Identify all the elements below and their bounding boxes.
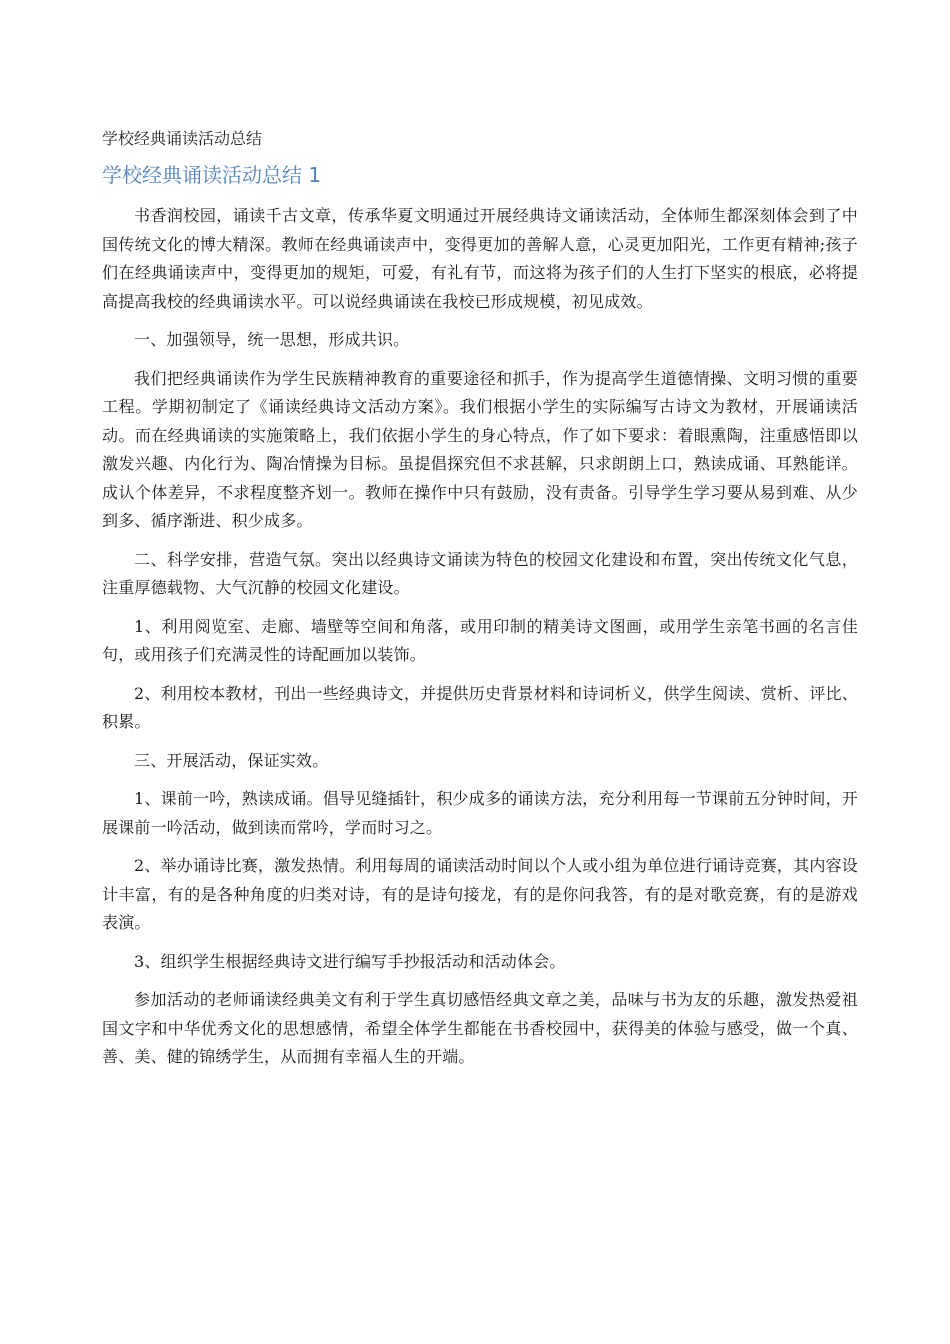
paragraph-section-1-body: 我们把经典诵读作为学生民族精神教育的重要途径和抓手，作为提高学生道德情操、文明习惯的重要工程。学期初制定了《诵读经典诗文活动方案》。我们根据小学生的实际编写古诗文为教材，开展诵读活动。而在经典诵读的实施策略上，我们依据小学生的身心特点，作了如下要求：着眼熏陶，注重感悟即以激发兴趣、内化行为、陶冶情操为目标。虽提倡探究但不求甚解，只求朗朗上口，熟读成诵、耳熟能详。成认个体差异，不求程度整齐划一。教师在操作中只有鼓励，没有责备。引导学生学习要从易到难、从少到多、循序渐进、积少成多。 [102, 368, 858, 530]
paragraph-conclusion: 参加活动的老师诵读经典美文有利于学生真切感悟经典文章之美，品味与书为友的乐趣，激发热爱祖国文字和中华优秀文化的思想感情，希望全体学生都能在书香校园中，获得美的体验与感受，做一个真、善、美、健的锦绣学生，从而拥有幸福人生的开端。 [102, 990, 858, 1066]
paragraph-intro: 书香润校园，诵读千古文章，传承华夏文明通过开展经典诗文诵读活动，全体师生都深刻体会到了中国传统文化的博大精深。教师在经典诵读声中，变得更加的善解人意，心灵更加阳光，工作更有精神;孩子们在经典诵读声中，变得更加的规矩，可爱，有礼有节，而这将为孩子们的人生打下坚实的根底，必将提高提高我校的经典诵读水平。可以说经典诵读在我校已形成规模，初见成效。 [102, 206, 858, 311]
section-heading: 学校经典诵读活动总结 1 [102, 163, 322, 187]
paragraph-section-3-title: 三、开展活动，保证实效。 [134, 750, 329, 770]
paragraph-section-2-item-1: 1、利用阅览室、走廊、墙壁等空间和角落，或用印制的精美诗文图画，或用学生亲笔书画的名言佳句，或用孩子们充满灵性的诗配画加以装饰。 [102, 616, 858, 664]
paragraph-section-2-item-2: 2、利用校本教材，刊出一些经典诗文，并提供历史背景材料和诗词析义，供学生阅读、赏析、评比、积累。 [102, 683, 858, 731]
paragraph-section-2-title: 二、科学安排，营造气氛。突出以经典诗文诵读为特色的校园文化建设和布置，突出传统文化气息，注重厚德载物、大气沉静的校园文化建设。 [102, 549, 858, 597]
document-title: 学校经典诵读活动总结 [102, 129, 263, 148]
paragraph-section-3-item-3: 3、组织学生根据经典诗文进行编写手抄报活动和活动体会。 [134, 951, 566, 971]
paragraph-section-1-title: 一、加强领导，统一思想，形成共识。 [134, 330, 410, 349]
paragraph-section-3-item-1: 1、课前一吟，熟读成诵。倡导见缝插针，积少成多的诵读方法，充分利用每一节课前五分钟时间，开展课前一吟活动，做到读而常吟，学而时习之。 [102, 789, 858, 837]
paragraph-section-3-item-2: 2、举办诵诗比赛，激发热情。利用每周的诵读活动时间以个人或小组为单位进行诵诗竞赛，其内容设计丰富，有的是各种角度的归类对诗，有的是诗句接龙，有的是你问我答，有的是对歌竞赛，有的是游戏表演。 [102, 856, 858, 932]
